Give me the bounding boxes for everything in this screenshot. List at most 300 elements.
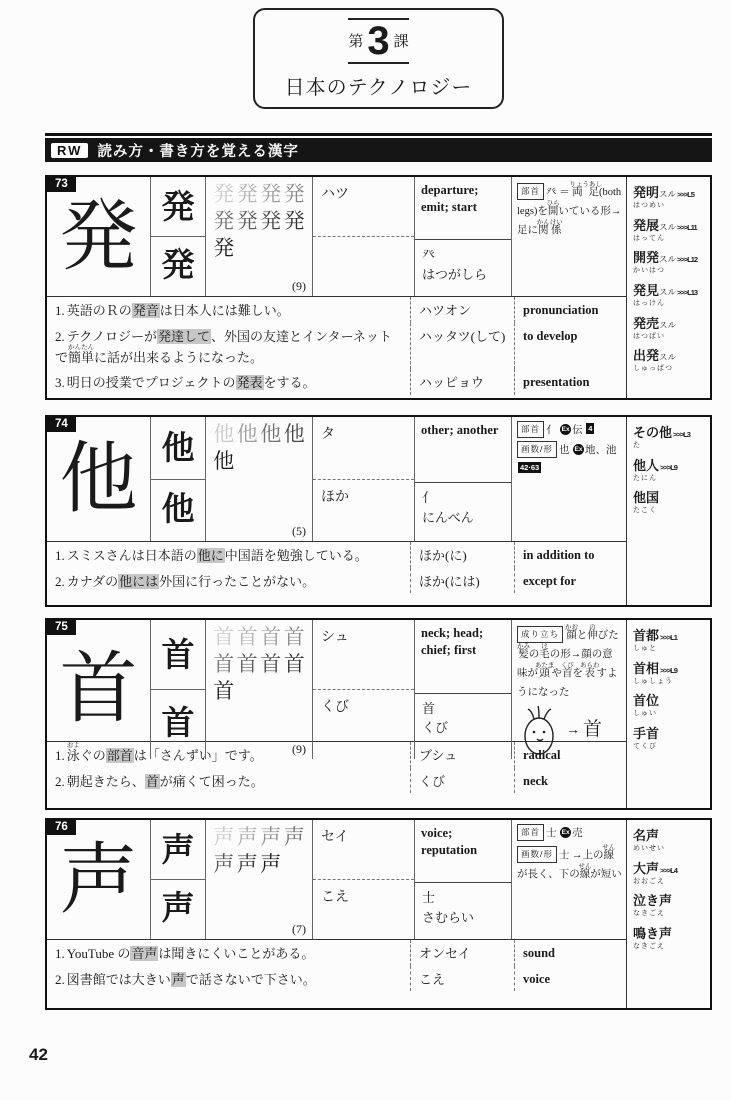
sentence-text: 士 →上の — [558, 849, 604, 861]
english-meaning: neck; head; chief; first — [421, 626, 484, 657]
sentence-text: 、外国の友達とインターネットで — [55, 328, 392, 365]
print-gothic-kanji: 発 — [151, 177, 205, 237]
vocab-word-line — [633, 625, 707, 645]
sentence-text: 売 — [572, 828, 583, 839]
vocab-word: 発見 — [633, 283, 660, 299]
page-number: 42 — [29, 1045, 48, 1064]
print-style-cell — [151, 177, 206, 296]
info-row — [517, 824, 622, 844]
sentence-text: すようになった — [517, 667, 618, 698]
sentence-row — [47, 542, 410, 568]
stroke-step: 発 — [236, 182, 258, 206]
stroke-count: (9) — [292, 279, 306, 293]
ruby-text — [580, 661, 600, 679]
sentence-text: をする。 — [263, 375, 316, 390]
entry-number-badge: 76 — [47, 820, 76, 835]
sentence-text: は聞きにくいことがある。 — [158, 946, 315, 961]
vocab-word-line — [633, 723, 707, 743]
vocab-suffix: スル — [659, 287, 677, 298]
vocab-item — [633, 923, 707, 951]
sentence-text: で話さないで下さい。 — [185, 971, 316, 987]
sentence-text: が短い — [590, 868, 622, 880]
ruby-furigana: りょうあし — [569, 181, 602, 188]
kun-reading: ほか — [313, 479, 414, 542]
sentence-number: 1. — [55, 303, 65, 318]
stroke-step: 声 — [236, 825, 258, 849]
highlighted-word: 首 — [145, 773, 159, 789]
vocab-item — [633, 487, 707, 515]
vocab-word-line — [633, 280, 707, 300]
stroke-step: 他 — [213, 449, 235, 474]
entry-number-badge: 73 — [47, 177, 76, 192]
radical-char: 亻 — [422, 490, 436, 506]
stroke-step: 首 — [260, 652, 282, 677]
lesson-ref: >>>L11 — [677, 222, 697, 232]
vocab-furigana: てくび — [633, 742, 657, 751]
on-reading: タ — [321, 427, 335, 442]
ruby-furigana: あらわ — [580, 661, 600, 669]
vocab-word: 他国 — [633, 490, 660, 506]
highlighted-word: 他に — [197, 548, 224, 563]
vocab-item — [633, 280, 707, 308]
sentence-meaning: in addition to — [514, 542, 626, 568]
sentence-number: 1. — [55, 548, 65, 563]
vocab-word-line — [633, 182, 707, 202]
lesson-ref: >>>L13 — [677, 288, 698, 298]
lesson-ref: >>>L12 — [677, 255, 698, 265]
sentence-text: 外国に行ったことがない。 — [159, 573, 316, 589]
lesson-prefix: 第 — [348, 33, 364, 50]
readings-cell — [313, 177, 415, 296]
highlighted-word: 音声 — [131, 946, 158, 961]
vocab-furigana: しゅい — [633, 709, 657, 718]
vocab-suffix: スル — [659, 352, 677, 363]
kanji-detail-row — [47, 417, 626, 542]
sentence-text: 伝 — [572, 425, 586, 436]
stroke-step: 発 — [213, 236, 235, 261]
ruby-base: 泳 — [66, 748, 80, 763]
ruby-text — [560, 661, 574, 679]
radical-info — [415, 239, 511, 296]
vocab-item — [633, 313, 707, 341]
info-row — [517, 181, 622, 241]
kanji-entry-75 — [45, 618, 712, 810]
vocab-word: 鳴き声 — [633, 926, 673, 942]
ruby-base: 開 — [546, 205, 560, 217]
vocab-suffix: スル — [659, 189, 677, 199]
ruby-furigana: かみ — [517, 642, 530, 650]
ruby-furigana: せん — [578, 862, 592, 870]
lesson-ref: >>>L5 — [677, 190, 694, 199]
stroke-step: 首 — [260, 625, 282, 649]
vocab-item — [633, 625, 707, 653]
large-kanji: 発 — [59, 192, 138, 280]
stroke-step: 発 — [236, 209, 258, 234]
vocab-word: 首相 — [633, 660, 660, 676]
sentence-reading: オンセイ — [410, 940, 514, 966]
sentence-text: が長く、下の — [517, 868, 580, 880]
stroke-step: 発 — [260, 182, 282, 206]
vocab-word: 名声 — [633, 828, 660, 843]
vocab-word: 手首 — [633, 726, 660, 742]
sentence-text: YouTube の — [66, 946, 131, 961]
sentence-text: びた — [597, 630, 619, 641]
vocab-word-line — [633, 345, 707, 365]
sentence-number: 3. — [55, 375, 65, 390]
drawing-result-kanji: 首 — [583, 719, 603, 741]
vocab-furigana: しゅっぱつ — [633, 364, 673, 373]
stroke-step: 首 — [283, 625, 305, 649]
sentence-number: 2. — [55, 328, 65, 344]
sentence-row — [47, 369, 410, 395]
section-title: 読み方・書き方を覚える漢字 — [97, 143, 299, 160]
vocab-item — [633, 455, 707, 483]
sentence-text: が痛くて困った。 — [159, 773, 264, 789]
print-gothic-kanji: 声 — [151, 820, 205, 880]
lesson-ref: >>>L3 — [673, 430, 690, 439]
sentence-text: テクノロジーが — [66, 328, 157, 344]
sentence-row — [47, 966, 410, 992]
lesson-title: 日本のテクノロジー — [284, 76, 473, 99]
sentence-text: の形→顔の意味が — [517, 648, 613, 679]
arrow-icon: → — [566, 722, 580, 738]
stroke-order-sequence — [206, 820, 312, 890]
vocab-word: 首位 — [633, 693, 660, 709]
entry-main — [47, 417, 626, 605]
vocab-word-line — [633, 247, 707, 267]
vocab-word: 発明 — [633, 185, 660, 200]
radical-info — [415, 482, 511, 541]
sentence-text: 明日の授業でプロジェクトの — [66, 375, 236, 390]
radical-name: さむらい — [422, 909, 475, 925]
stroke-step: 他 — [283, 422, 305, 446]
info-row — [517, 624, 622, 703]
vocab-furigana: たにん — [633, 473, 657, 482]
vocab-word-line — [633, 455, 707, 475]
vocab-suffix: スル — [659, 254, 677, 265]
vocab-word: 開発 — [633, 250, 660, 266]
radical-char: 士 — [422, 890, 436, 906]
radical-name: はつがしら — [422, 266, 488, 282]
lesson-header-box — [253, 8, 504, 109]
lesson-ref: >>>L9 — [660, 665, 677, 675]
vocab-item — [633, 890, 707, 918]
sentence-meaning: sound — [514, 940, 626, 966]
vocab-word: 他人 — [633, 457, 660, 473]
vocab-word-line — [633, 658, 707, 678]
kun-reading: くび — [313, 689, 414, 759]
sentence-text: カナダの — [66, 573, 119, 589]
highlighted-word: 発達して — [157, 328, 210, 344]
ruby-base: 毛 — [539, 648, 550, 660]
example-sentences — [47, 297, 626, 398]
etymology-cell — [512, 820, 626, 939]
info-label-badge: 画数/形 — [517, 846, 557, 863]
stroke-step: 首 — [283, 652, 305, 677]
kanji-entry-76 — [45, 818, 712, 1010]
highlighted-word: 部首 — [106, 748, 133, 763]
stroke-step: 声 — [213, 825, 235, 849]
entry-number-badge: 75 — [47, 620, 76, 635]
sentence-text: 癶 ＝ — [546, 187, 573, 198]
vocab-word: 首都 — [633, 628, 660, 643]
sentence-text: 朝起きたら、 — [66, 773, 145, 789]
sentence-text: いている形→足に — [517, 205, 622, 236]
vocab-suffix: スル — [659, 221, 677, 232]
ruby-text — [68, 343, 95, 365]
kun-reading — [313, 236, 414, 296]
vocab-item — [633, 182, 707, 210]
ruby-text — [602, 843, 616, 861]
vocab-word: その他 — [633, 425, 673, 440]
ruby-text — [536, 218, 563, 236]
vocab-item — [633, 858, 707, 886]
entry-number-badge: 74 — [47, 417, 76, 432]
english-meaning: departure; emit; start — [421, 183, 479, 214]
sentence-text: の — [528, 648, 540, 660]
meaning-cell — [415, 417, 512, 541]
sentence-reading: ハッタツ(して) — [410, 323, 514, 370]
sentence-reading: ほか(に) — [410, 542, 514, 568]
radical-info — [415, 882, 511, 939]
example-badge-icon: Ex — [561, 426, 570, 433]
related-vocab-column — [626, 620, 710, 808]
large-kanji-cell — [47, 177, 151, 296]
sentence-number: 2. — [55, 773, 65, 789]
print-gothic-kanji: 首 — [151, 620, 205, 690]
ref-number-badge: 42·63 — [520, 462, 540, 472]
vocab-furigana: たこく — [633, 506, 657, 515]
stroke-count: (7) — [292, 922, 306, 936]
info-label-badge: 成り立ち — [517, 626, 563, 643]
sentence-meaning: radical — [514, 742, 626, 768]
print-style-cell — [151, 417, 206, 541]
radical-name: くび — [422, 720, 449, 736]
vocab-word-line — [633, 690, 707, 710]
sentence-reading: ハツオン — [410, 297, 514, 323]
print-mincho-kanji: 他 — [161, 491, 195, 528]
sentence-row — [47, 768, 410, 794]
sentence-meaning: presentation — [514, 369, 626, 395]
ruby-base: 頭 — [535, 667, 555, 679]
english-meaning: voice; reputation — [421, 826, 478, 857]
ruby-furigana: およ — [66, 742, 80, 749]
ruby-furigana: かんけい — [536, 218, 563, 226]
lesson-suffix: 課 — [393, 33, 409, 50]
sentence-meaning: neck — [514, 768, 626, 794]
vocab-word-line — [633, 825, 707, 845]
sentence-row — [47, 940, 410, 966]
vocab-furigana: はつばい — [633, 331, 665, 340]
english-meaning: other; another — [421, 423, 499, 437]
kanji-detail-row — [47, 820, 626, 940]
stroke-step: 首 — [236, 652, 258, 677]
ruby-text — [535, 661, 555, 679]
stroke-step: 他 — [213, 422, 235, 446]
ruby-base: 髪 — [517, 648, 530, 660]
sentence-number: 2. — [55, 971, 65, 987]
ruby-text — [569, 181, 602, 198]
section-bar — [45, 138, 712, 162]
info-row — [517, 441, 622, 480]
stroke-order-cell — [206, 177, 313, 296]
sentence-row — [47, 323, 410, 370]
large-kanji: 他 — [59, 435, 138, 522]
stroke-step: 首 — [213, 679, 235, 704]
ruby-furigana: の — [587, 624, 598, 631]
origin-drawing-row — [517, 705, 622, 757]
radical-name: にんべん — [422, 509, 474, 525]
print-style-cell — [151, 620, 206, 759]
stroke-step: 声 — [213, 852, 235, 877]
ruby-furigana: け — [539, 642, 550, 650]
sentence-text: 図書館では大きい — [66, 971, 171, 987]
sentence-reading: ハッピョウ — [410, 369, 514, 395]
info-label-badge: 部首 — [517, 183, 544, 200]
meaning-cell — [415, 820, 512, 939]
vocab-word-line — [633, 215, 707, 235]
ruby-base: 表 — [580, 667, 600, 679]
large-kanji: 声 — [59, 835, 138, 923]
lesson-ref: >>>L9 — [660, 462, 677, 472]
sentence-text: 中国語を勉強している。 — [224, 548, 368, 563]
stroke-step: 他 — [236, 422, 258, 446]
stroke-step: 首 — [213, 652, 235, 677]
info-label-badge: 部首 — [517, 421, 544, 438]
ruby-furigana: かんたん — [68, 343, 95, 351]
vocab-word-line — [633, 923, 707, 943]
ruby-furigana: くび — [560, 661, 574, 669]
vocab-furigana: はつめい — [633, 201, 665, 209]
ruby-text — [517, 642, 530, 660]
ruby-text — [578, 862, 592, 880]
sentence-text: 地、池 — [585, 444, 617, 456]
vocab-word: 発展 — [633, 217, 660, 233]
related-vocab-column — [626, 820, 710, 1008]
ruby-base: 簡単 — [68, 349, 95, 365]
sentence-text: スミスさんは日本語の — [66, 548, 197, 563]
print-mincho-kanji: 首 — [161, 705, 195, 742]
vocab-word-line — [633, 487, 707, 507]
sentence-text: 英語のＲの — [66, 303, 132, 318]
etymology-cell — [512, 417, 626, 541]
vocab-item — [633, 658, 707, 686]
sentence-number: 1. — [55, 946, 65, 961]
etymology-cell — [512, 177, 626, 296]
large-kanji: 首 — [59, 645, 138, 733]
sentence-text: (both legs)を — [517, 187, 622, 217]
vocab-furigana: なきごえ — [633, 909, 665, 918]
vocab-furigana: おおごえ — [633, 876, 665, 885]
ruby-base: 顔 — [565, 630, 579, 641]
ruby-furigana: あたま — [535, 661, 555, 669]
readings-cell — [313, 820, 415, 939]
info-row — [517, 421, 622, 441]
section-header — [45, 133, 712, 162]
stroke-count: (9) — [292, 741, 306, 756]
stroke-step: 発 — [283, 182, 305, 206]
radical-char: 首 — [422, 700, 436, 716]
example-sentences — [47, 940, 626, 1008]
stroke-step: 声 — [236, 852, 258, 877]
sentence-reading: ほか(には) — [410, 568, 514, 594]
example-badge-icon: Ex — [574, 445, 583, 453]
stroke-step: 発 — [283, 209, 305, 234]
ruby-text — [539, 642, 550, 660]
kanji-entry-74 — [45, 415, 712, 607]
sentence-reading: ブシュ — [410, 742, 514, 768]
stroke-step: 声 — [260, 852, 282, 877]
ruby-base: 線 — [602, 849, 616, 861]
sentence-text: ぐの — [79, 748, 106, 763]
ref-number-badge: 4 — [588, 424, 593, 433]
related-vocab-column — [626, 417, 710, 605]
stroke-step: 発 — [213, 209, 235, 234]
vocab-word-line — [633, 890, 707, 910]
stroke-step: 首 — [236, 625, 258, 649]
vocab-furigana: めいせい — [633, 844, 665, 852]
highlighted-word: 他には — [119, 573, 159, 589]
entry-main — [47, 620, 626, 808]
sentence-text: と — [576, 630, 588, 641]
section-rule — [45, 133, 712, 136]
face-drawing-icon — [517, 705, 563, 757]
vocab-furigana: なきごえ — [633, 942, 665, 951]
ruby-base: 両足 — [569, 187, 602, 198]
print-mincho-kanji: 発 — [161, 248, 195, 284]
stroke-step: 首 — [213, 625, 235, 649]
ruby-furigana: ひら — [546, 199, 560, 207]
vocab-item — [633, 215, 707, 243]
lesson-ref: >>>L1 — [660, 633, 677, 642]
ruby-base: 関係 — [536, 224, 563, 236]
stroke-order-sequence — [206, 620, 312, 717]
stroke-step: 発 — [260, 209, 282, 234]
highlighted-word: 発音 — [132, 303, 159, 318]
vocab-furigana: た — [633, 441, 641, 449]
sentence-text: は「さんずい」です。 — [133, 748, 263, 763]
vocab-item — [633, 345, 707, 373]
entry-main — [47, 820, 626, 1008]
sentence-meaning: voice — [514, 966, 626, 992]
meaning-cell — [415, 177, 512, 296]
large-kanji-cell — [47, 417, 151, 541]
ruby-furigana: せん — [602, 843, 616, 851]
readings-cell — [313, 620, 415, 759]
kun-reading: こえ — [313, 879, 414, 939]
stroke-order-cell — [206, 820, 313, 939]
sentence-text: 亻 — [546, 425, 560, 436]
vocab-furigana: はっけん — [633, 299, 665, 308]
lesson-ref: >>>L4 — [660, 865, 677, 875]
sentence-number: 1. — [55, 748, 65, 763]
ruby-text — [546, 199, 560, 217]
sentence-text: は日本人には難しい。 — [159, 303, 290, 318]
sentence-text: に話が出来るようになった。 — [94, 349, 264, 365]
info-label-badge: 部首 — [517, 824, 544, 841]
radical-info — [415, 693, 511, 759]
stroke-step: 他 — [260, 422, 282, 446]
sentence-text: 士 — [546, 828, 560, 839]
sentence-number: 2. — [55, 573, 65, 589]
vocab-item — [633, 690, 707, 718]
vocab-word-line — [633, 422, 707, 442]
stroke-step: 声 — [283, 825, 305, 849]
highlighted-word: 発表 — [236, 375, 263, 390]
etymology-cell — [512, 620, 626, 759]
vocab-item — [633, 247, 707, 275]
highlighted-word: 声 — [171, 971, 185, 987]
